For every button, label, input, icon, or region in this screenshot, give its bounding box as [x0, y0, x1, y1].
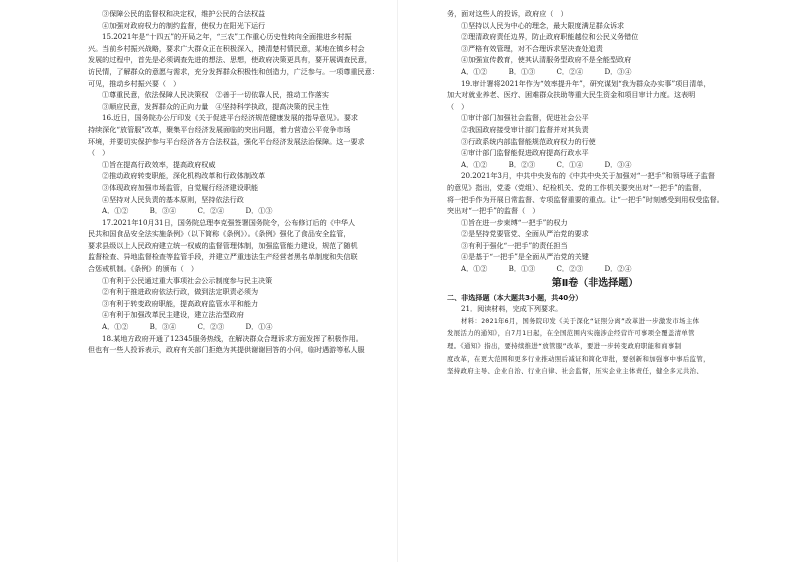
text-line: ①有利于公民通过重大事项社会公示制度参与民主决策 — [102, 275, 273, 285]
text-line: 但也有一些人投诉表示，政府有关部门拒绝为其提供谢谢回答的小问，临时遇游等私人服 — [88, 345, 365, 355]
text-line: 19.审计署将2021年作为“效率提升年”，研究谋划“我为群众办实事”项目清单， — [461, 78, 711, 88]
text-line: 监督检查、异地监督检查等监管手段，并建立严重违法生产经营者黑名单制度和失信联 — [88, 252, 358, 262]
part-two-title: 第Ⅱ卷（非选择题） — [551, 277, 639, 289]
text-line: A．①② B．③④ C．②③ D．①④ — [102, 322, 273, 332]
material-line: 材料：2021年6月，国务院印发《关于深化“证照分离”改革进一步激发市场主体 — [461, 316, 700, 325]
text-line: A．①② B．②③ C．①④ D．③④ — [461, 159, 632, 169]
text-line: 环境，并要切实保护参与平台经济各方合法权益，强化平台经济发展法治保障。这一要求 — [88, 136, 365, 146]
question-21: 21．阅读材料，完成下列要求。 — [461, 304, 563, 314]
text-line: 民共和国食品安全法实施条例》（以下简称《条例》）。《条例》强化了食品安全监管， — [88, 229, 351, 239]
text-line: ③有利于强化“一把手”的责任担当 — [461, 240, 568, 250]
text-line: 18.某地方政府开通了12345服务热线，在解决群众合理诉求方面发挥了积极作用。 — [102, 333, 363, 343]
text-line: 持续深化“放管服”改革，聚集平台经济发展面临的突出问题，着力营造公平竞争市场 — [88, 124, 351, 134]
text-line: ③保障公民的监督权和决定权，维护公民的合法权益 — [102, 9, 266, 18]
section-heading: 二、非选择题（本大题共3小题，共40分） — [447, 292, 583, 302]
text-line: A．①② B．③④ C．②④ D．①③ — [102, 206, 273, 216]
right-column — [447, 8, 743, 378]
text-line: 务，面对这些人的投诉，政府应（ ） — [447, 9, 568, 18]
text-line: 15.2021年是“十四五”的开局之年，“三农”工作重心历史性转向全面推进乡村振 — [102, 32, 352, 42]
text-line: 20.2021年3月，中共中央发布的《中共中央关于加强对“一把手”和领导班子监督 — [461, 171, 715, 181]
text-line: 发展的过程中，首先是必须调查先进的想法、思想，使政府决策更具有，要开展调查民意， — [88, 55, 372, 65]
text-line: 16.近日，国务院办公厅印发《关于促进平台经济规范健康发展的指导意见》。要求 — [102, 113, 359, 123]
text-line: A．①② B．①③ C．②③ D．②④ — [461, 264, 632, 274]
text-line: ①审计部门加强社会监督，促进社会公平 — [461, 113, 589, 123]
material-line: 发展活力的通知》，自7月1日起，在全国范围内实施涉企经营许可事项全覆盖清单管 — [447, 329, 695, 338]
text-line: ①尊重民意，依法保障人民决策权 ②善于一切依靠人民，推动工作落实 — [102, 90, 329, 100]
text-line: （ ） — [88, 148, 110, 158]
text-line: ②推动政府转变职能，深化机构改革和行政体制改革 — [102, 171, 266, 181]
text-line: 可见，推动乡村振兴要（ ） — [88, 78, 181, 88]
text-line: ②是坚持党要管党、全面从严治党的要求 — [461, 229, 589, 239]
material-line: 坚持政府主导、企业自治、行业自律、社会监督，压实企业主体责任，健全多元共治、 — [447, 367, 704, 376]
text-line: ②有利于推进政府依法行政，做到法定职责必须为 — [102, 287, 259, 297]
text-line: ④坚持对人民负责的基本原则，坚持依法行政 — [102, 194, 244, 204]
text-line: ③严格有效管理，对不合理诉求坚决查处追责 — [461, 43, 603, 53]
material-line: 理。《通知》指出，要持续推进“放管服”改革，要进一步转变政府职能和商事制 — [447, 342, 682, 351]
text-line: ③行政系统内部监督能规范政府权力的行使 — [461, 136, 596, 146]
text-line: ④是基于“一把手”是全面从严治党的关键 — [461, 252, 589, 262]
text-line: ④加强对政府权力的制约监督，使权力在阳光下运行 — [102, 20, 266, 30]
text-line: 加大对就业养老、医疗、困难群众扶助等重大民生资金和项目审计力度。这表明 — [447, 90, 696, 100]
text-line: ①旨在进一步束缚“一把手”的权力 — [461, 217, 568, 227]
text-line: （ ） — [447, 101, 469, 111]
text-line: 兴。当前乡村振兴战略，要求广大群众正在积极深入，摸清楚村情民意，某地在镇乡村会 — [88, 43, 365, 53]
text-line: 合惩戒机制。《条例》的颁布（ ） — [88, 264, 198, 274]
text-line: ③有利于转变政府职能，提高政府监管水平和能力 — [102, 298, 259, 308]
text-line: ④审计部门监督能促进政府提高行政水平 — [461, 148, 589, 158]
left-column — [88, 8, 384, 356]
text-line: ①坚持以人民为中心的理念，最大限度满足群众诉求 — [461, 20, 625, 30]
text-line: ②理清政府责任边界，防止政府职能越位和公民义务错位 — [461, 32, 639, 42]
text-line: 要求县级以上人民政府建立统一权威的监督管理体制，加强监管能力建设，规范了随机 — [88, 240, 358, 250]
text-line: 将一把手作为开展日常监督、专项监督重要的重点。让“一把手”时刻感受到用权受监督。 — [447, 194, 724, 204]
text-line: ②我国政府接受审计部门监督并对其负责 — [461, 124, 589, 134]
text-line: ③体现政府加强市场监管，自觉履行经济建设职能 — [102, 182, 259, 192]
text-line: ①旨在提高行政效率，提高政府权威 — [102, 159, 216, 169]
material-line: 度改革，在更大范围和更多行业推动照后减证和简化审批，要创新和加强事中事后监管， — [447, 354, 710, 363]
text-line: A．①② B．①③ C．②④ D．③④ — [461, 66, 632, 76]
text-line: ③顺应民意，发挥群众的正向力量 ④坚持科学执政，提高决策的民主性 — [102, 101, 329, 111]
text-line: 的意见》指出，党委（党组）、纪检机关、党的工作机关要突出对“一把手”的监督， — [447, 182, 707, 192]
text-line: ④加强宣传教育，使其认清服务型政府不是全能型政府 — [461, 55, 632, 65]
text-line: 访民情，了解群众的意愿与需求，充分发挥群众积极性和创造力，广泛参与。一项尊重民意： — [88, 66, 379, 76]
text-line: 突出对“一把手”的监督（ ） — [447, 206, 540, 216]
page-fold-divider — [397, 0, 398, 562]
text-line: ④有利于加强改革民主建设，建立法治型政府 — [102, 310, 244, 320]
text-line: 17.2021年10月31日，国务院总理李克强签署国务院令，公布修订后的《中华人 — [102, 217, 356, 227]
